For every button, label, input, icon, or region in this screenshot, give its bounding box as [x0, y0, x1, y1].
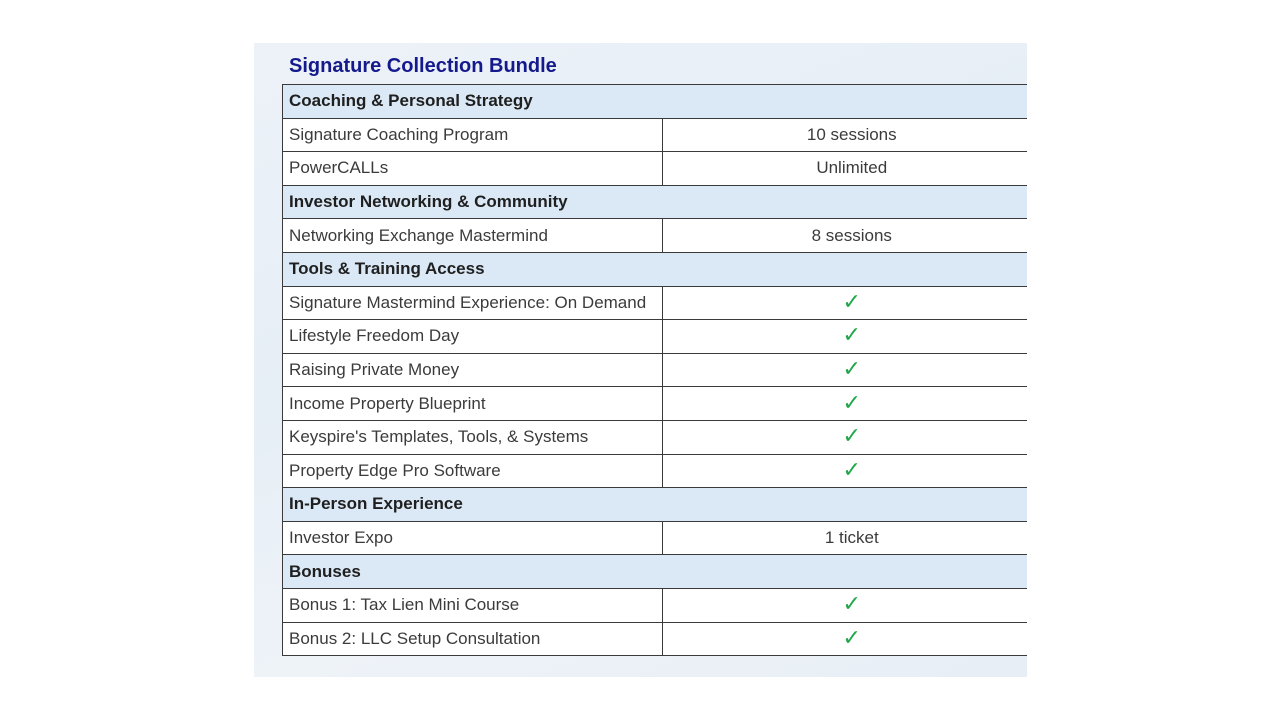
check-icon: ✓	[842, 625, 861, 651]
page-title: Signature Collection Bundle	[289, 55, 557, 77]
included-cell	[662, 622, 1027, 656]
item-label: Keyspire's Templates, Tools, & Systems	[283, 420, 663, 454]
section-heading: Coaching & Personal Strategy	[283, 85, 1028, 119]
section-header-row	[283, 185, 1028, 219]
included-cell	[662, 588, 1027, 622]
bundle-panel	[254, 43, 1027, 677]
included-cell	[662, 420, 1027, 454]
check-icon: ✓	[842, 390, 861, 416]
table-row	[283, 387, 1028, 421]
item-label: Raising Private Money	[283, 353, 663, 387]
table-row	[283, 622, 1028, 656]
item-label: Property Edge Pro Software	[283, 454, 663, 488]
table-row	[283, 219, 1028, 253]
section-heading: In-Person Experience	[283, 488, 1028, 522]
item-label: PowerCALLs	[283, 152, 663, 186]
section-heading: Investor Networking & Community	[283, 185, 1028, 219]
item-label: Signature Coaching Program	[283, 118, 663, 152]
item-value: 10 sessions	[662, 118, 1027, 152]
item-label: Bonus 1: Tax Lien Mini Course	[283, 588, 663, 622]
included-cell	[662, 353, 1027, 387]
included-cell	[662, 286, 1027, 320]
check-icon: ✓	[842, 357, 861, 383]
item-label: Lifestyle Freedom Day	[283, 320, 663, 354]
item-label: Bonus 2: LLC Setup Consultation	[283, 622, 663, 656]
item-label: Income Property Blueprint	[283, 387, 663, 421]
table-row	[283, 521, 1028, 555]
check-icon: ✓	[842, 592, 861, 618]
table-row	[283, 420, 1028, 454]
table-row	[283, 454, 1028, 488]
check-icon: ✓	[842, 323, 861, 349]
included-cell	[662, 320, 1027, 354]
included-cell	[662, 454, 1027, 488]
check-icon: ✓	[842, 289, 861, 315]
table-row	[283, 118, 1028, 152]
section-header-row	[283, 555, 1028, 589]
check-icon: ✓	[842, 457, 861, 483]
table-row	[283, 320, 1028, 354]
table-row	[283, 286, 1028, 320]
section-header-row	[283, 488, 1028, 522]
item-value: Unlimited	[662, 152, 1027, 186]
section-heading: Bonuses	[283, 555, 1028, 589]
table-row	[283, 353, 1028, 387]
section-header-row	[283, 252, 1028, 286]
section-heading: Tools & Training Access	[283, 252, 1028, 286]
included-cell	[662, 387, 1027, 421]
table-row	[283, 152, 1028, 186]
item-value: 1 ticket	[662, 521, 1027, 555]
section-header-row	[283, 85, 1028, 119]
item-label: Signature Mastermind Experience: On Demand	[283, 286, 663, 320]
bundle-table	[282, 84, 1027, 656]
check-icon: ✓	[842, 424, 861, 450]
item-label: Investor Expo	[283, 521, 663, 555]
table-row	[283, 588, 1028, 622]
item-value: 8 sessions	[662, 219, 1027, 253]
item-label: Networking Exchange Mastermind	[283, 219, 663, 253]
